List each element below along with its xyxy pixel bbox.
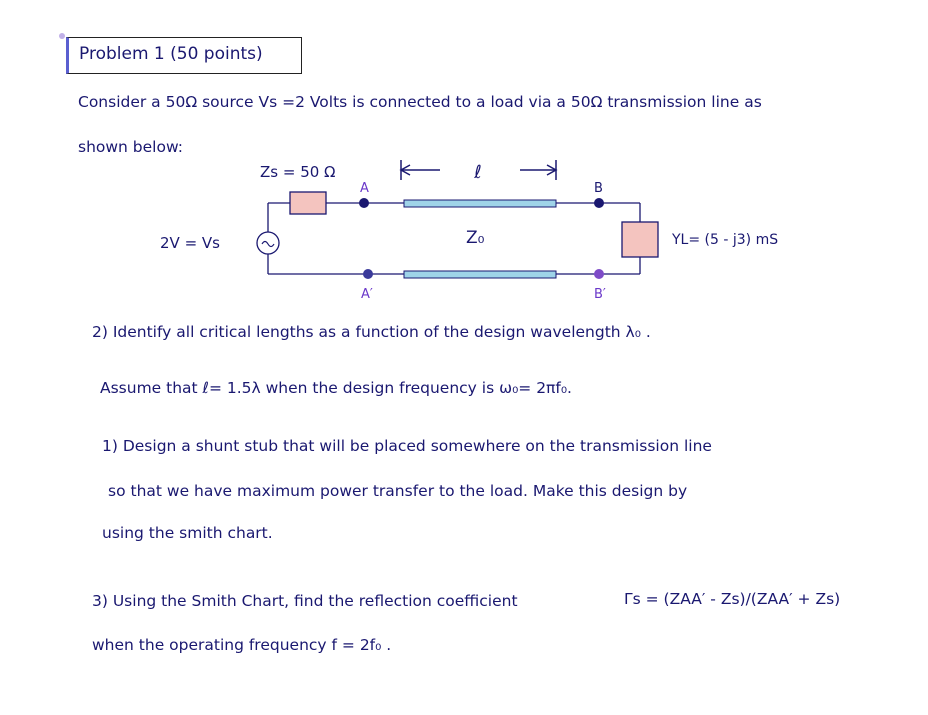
problem-title: Problem 1 (50 points) bbox=[66, 37, 302, 74]
source-impedance-resistor bbox=[290, 192, 326, 214]
assumption-line: Assume that ℓ= 1.5λ when the design frequency is ω₀= 2πf₀. bbox=[100, 379, 572, 397]
source-impedance-label: Zs = 50 Ω bbox=[260, 163, 336, 181]
question-1-line-3: using the smith chart. bbox=[102, 524, 273, 542]
question-2: 2) Identify all critical lengths as a function of the design wavelength λ₀ . bbox=[92, 323, 651, 341]
node-b-dot bbox=[594, 198, 604, 208]
reflection-coefficient-formula: Γs = (ZAA′ - Zs)/(ZAA′ + Zs) bbox=[624, 590, 841, 608]
intro-line-2: shown below: bbox=[78, 138, 184, 156]
node-b-label: B bbox=[594, 181, 603, 196]
node-a-label: A bbox=[360, 181, 369, 196]
intro-line-1: Consider a 50Ω source Vs =2 Volts is connected to a load via a 50Ω transmission line as bbox=[78, 93, 762, 111]
load-element bbox=[622, 222, 658, 257]
length-label: ℓ bbox=[474, 162, 482, 183]
node-b-prime-dot bbox=[594, 269, 604, 279]
question-3-line-1: 3) Using the Smith Chart, find the reflection coefficient bbox=[92, 592, 518, 610]
node-a-dot bbox=[359, 198, 369, 208]
question-1-line-1: 1) Design a shunt stub that will be placed somewhere on the transmission line bbox=[102, 437, 712, 455]
tline-top-conductor bbox=[404, 200, 556, 207]
node-a-prime-dot bbox=[363, 269, 373, 279]
circuit-diagram bbox=[0, 150, 928, 310]
load-admittance-label: YL= (5 - j3) mS bbox=[672, 232, 779, 248]
source-label: 2V = Vs bbox=[160, 234, 220, 252]
line-impedance-label: Z₀ bbox=[466, 228, 485, 248]
question-3-line-2: when the operating frequency f = 2f₀ . bbox=[92, 636, 392, 654]
node-a-prime-label: A′ bbox=[361, 287, 373, 302]
tline-bottom-conductor bbox=[404, 271, 556, 278]
decorative-dot bbox=[59, 33, 65, 39]
node-b-prime-label: B′ bbox=[594, 287, 606, 302]
question-1-line-2: so that we have maximum power transfer to the load. Make this design by bbox=[108, 482, 688, 500]
